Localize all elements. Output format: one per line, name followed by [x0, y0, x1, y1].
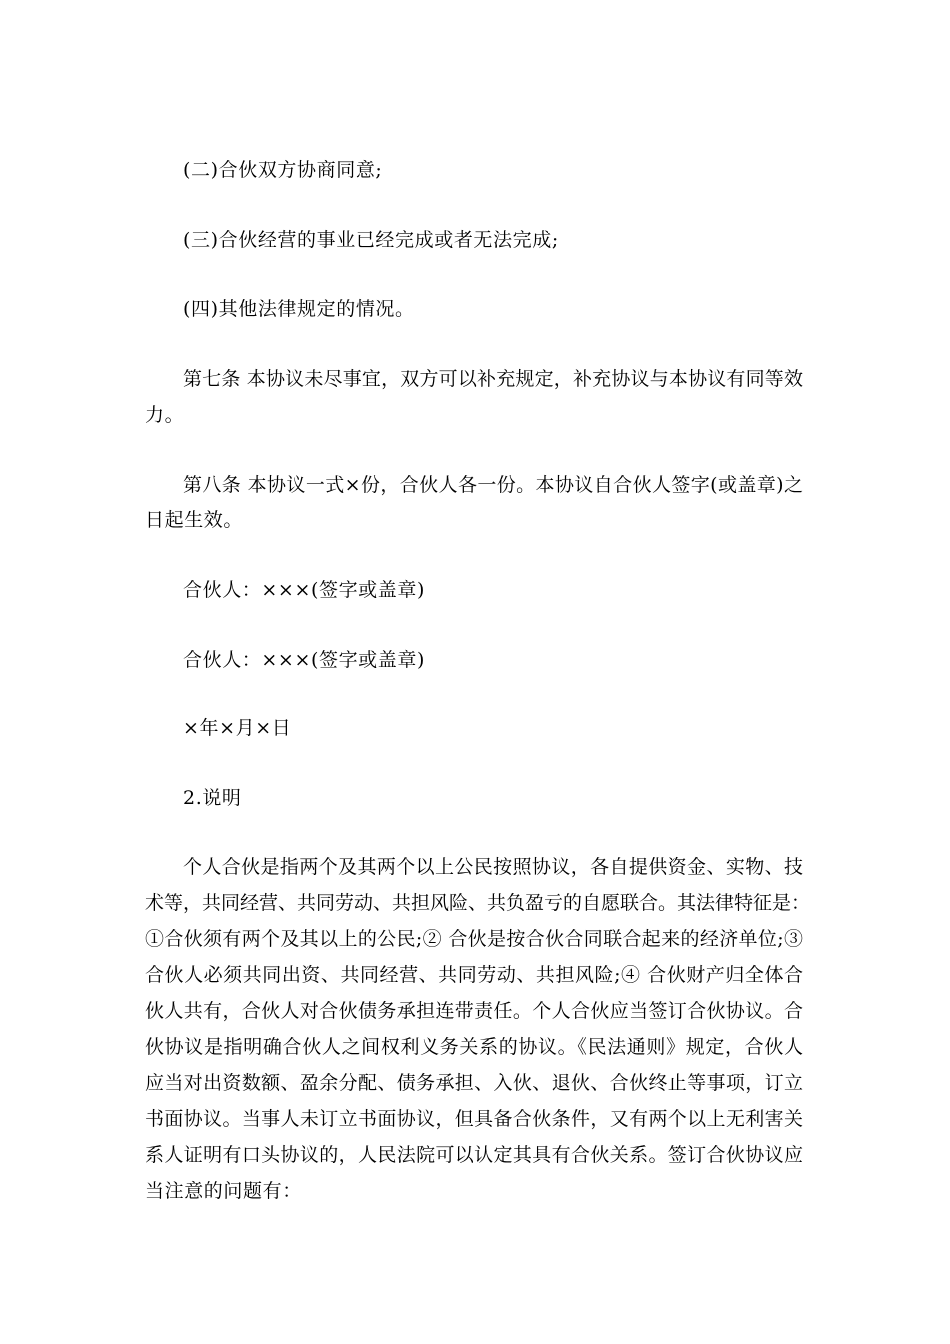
explanation-line-2: 术等，共同经营、共同劳动、共担风险、共负盈亏的自愿联合。其法律特征是：	[145, 892, 811, 914]
explanation-line-5: 伙人共有，合伙人对合伙债务承担连带责任。个人合伙应当签订合伙协议。合	[145, 1000, 803, 1022]
explanation-line-8: 书面协议。当事人未订立书面协议，但具备合伙条件，又有两个以上无利害关	[145, 1108, 803, 1130]
explanation-line-6: 伙协议是指明确合伙人之间权利义务关系的协议。《民法通则》规定，合伙人	[145, 1036, 803, 1058]
article-7-line-1: 第七条 本协议未尽事宜，双方可以补充规定，补充协议与本协议有同等效	[183, 368, 803, 390]
termination-item-2: (二)合伙双方协商同意;	[183, 159, 383, 181]
termination-item-3: (三)合伙经营的事业已经完成或者无法完成;	[183, 229, 559, 251]
signature-line-2: 合伙人：×××(签字或盖章)	[183, 649, 425, 671]
termination-item-4: (四)其他法律规定的情况。	[183, 298, 415, 320]
signature-line-1: 合伙人：×××(签字或盖章)	[183, 579, 425, 601]
explanation-line-3: ①合伙须有两个及其以上的公民;② 合伙是按合伙合同联合起来的经济单位;③	[145, 928, 803, 950]
explanation-line-1: 个人合伙是指两个及其两个以上公民按照协议，各自提供资金、实物、技	[183, 856, 803, 878]
explanation-line-4: 合伙人必须共同出资、共同经营、共同劳动、共担风险;④ 合伙财产归全体合	[145, 964, 803, 986]
date-line: ×年×月×日	[183, 717, 292, 739]
explanation-line-9: 系人证明有口头协议的，人民法院可以认定其具有合伙关系。签订合伙协议应	[145, 1144, 803, 1166]
article-8-line-1: 第八条 本协议一式×份，合伙人各一份。本协议自合伙人签字(或盖章)之	[183, 474, 803, 496]
explanation-line-7: 应当对出资数额、盈余分配、债务承担、入伙、退伙、合伙终止等事项，订立	[145, 1072, 803, 1094]
article-7-line-2: 力。	[145, 404, 185, 426]
section-heading: 2.说明	[183, 787, 242, 809]
article-8-line-2: 日起生效。	[145, 509, 244, 531]
explanation-line-10: 当注意的问题有：	[145, 1180, 302, 1202]
